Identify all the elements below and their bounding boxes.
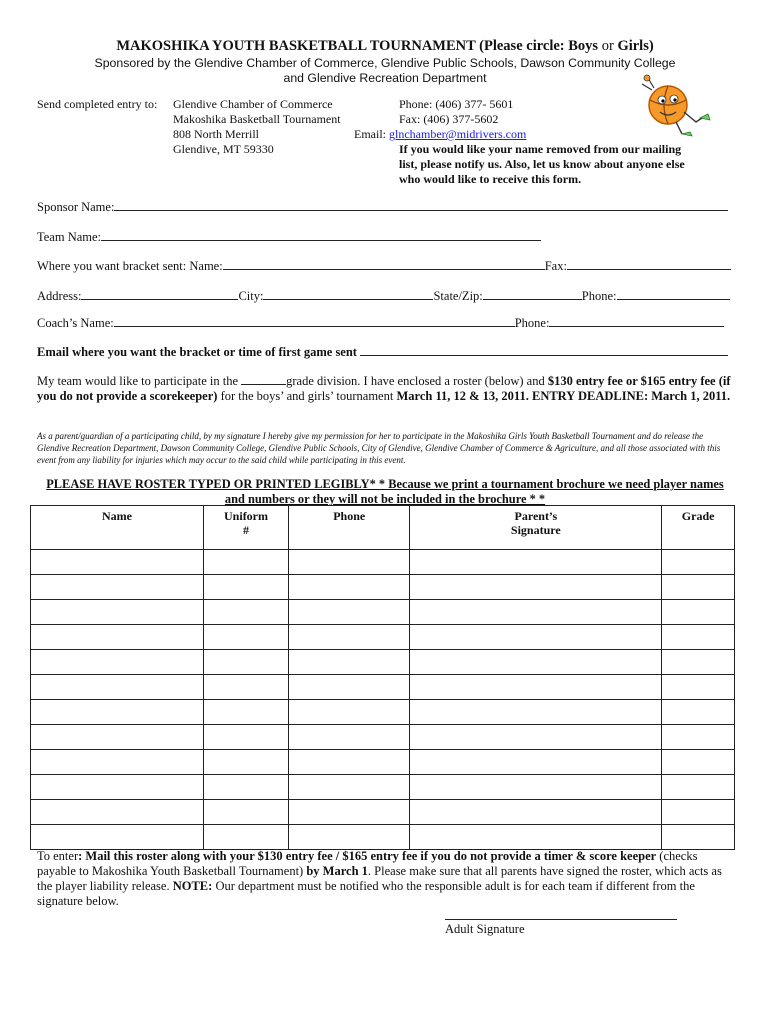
phone-label: Phone:	[581, 289, 617, 303]
cell-uniform[interactable]	[204, 625, 289, 650]
phone-blank[interactable]	[617, 288, 730, 300]
cell-parent-signature[interactable]	[410, 725, 662, 750]
cell-grade[interactable]	[662, 725, 735, 750]
participation-text: My team would like to participate in the	[37, 374, 238, 388]
cell-grade[interactable]	[662, 700, 735, 725]
roster-heading-line-2: and numbers or they will not be included in the brochure * *	[224, 492, 546, 506]
liability-release-text: As a parent/guardian of a participating child, by my signature I hereby give my permission for her to participate in the Makoshika Girls Youth Basketball Tournament and do release the Glendive Recreation Department, Dawson Community College, Glendive Public Schools, City of Glendive, Glendive Chamber of Commerce & Agriculture, and all those associated with this event from any liability for injuries which may occur to the said child while participating in this event.	[37, 431, 721, 465]
table-row	[31, 800, 735, 825]
page-title	[0, 38, 770, 55]
sponsor-line-2: and Glendive Recreation Department	[283, 71, 487, 85]
table-row	[31, 825, 735, 850]
city-blank[interactable]	[263, 288, 433, 300]
instructions-text: . Please make sure that all parents have signed the roster, which acts as the player liability release.	[37, 864, 722, 893]
cell-phone[interactable]	[289, 625, 410, 650]
roster-table	[30, 505, 735, 850]
address-line: Makoshika Basketball Tournament	[173, 112, 341, 126]
cell-phone[interactable]	[289, 550, 410, 575]
roster-header-row	[31, 506, 735, 550]
coach-phone-label: Phone:	[514, 316, 550, 330]
cell-phone[interactable]	[289, 650, 410, 675]
team-name-label: Team Name:	[37, 230, 102, 244]
cell-uniform[interactable]	[204, 775, 289, 800]
column-header-uniform: Uniform #	[204, 506, 289, 550]
bracket-name-field[interactable]	[37, 258, 731, 274]
cell-name[interactable]	[31, 825, 204, 850]
cell-uniform[interactable]	[204, 700, 289, 725]
table-row	[31, 775, 735, 800]
instructions-text: by March 1	[306, 864, 368, 878]
email-label: Email:	[354, 127, 386, 141]
cell-parent-signature[interactable]	[410, 675, 662, 700]
address-field[interactable]	[37, 288, 730, 304]
table-row	[31, 600, 735, 625]
email-row	[354, 127, 526, 142]
table-row	[31, 650, 735, 675]
title-or: or	[601, 38, 614, 54]
cell-uniform[interactable]	[204, 725, 289, 750]
column-header-grade: Grade	[662, 506, 735, 550]
bracket-name-label: Where you want bracket sent: Name:	[37, 259, 223, 273]
cell-grade[interactable]	[662, 750, 735, 775]
cell-parent-signature[interactable]	[410, 600, 662, 625]
cell-grade[interactable]	[662, 800, 735, 825]
cell-name[interactable]	[31, 725, 204, 750]
coach-name-blank[interactable]	[114, 315, 515, 327]
instructions-text: Our department must be notified who the responsible adult is for each team if different from the signature below.	[37, 879, 695, 908]
table-row	[31, 675, 735, 700]
cell-parent-signature[interactable]	[410, 750, 662, 775]
mailing-address	[173, 97, 341, 157]
cell-name[interactable]	[31, 625, 204, 650]
cell-grade[interactable]	[662, 650, 735, 675]
cell-grade[interactable]	[662, 825, 735, 850]
cell-uniform[interactable]	[204, 650, 289, 675]
basketball-mascot-icon	[630, 72, 720, 142]
address-blank[interactable]	[81, 288, 238, 300]
instructions-text: (checks payable to Makoshika Youth Basketball Tournament)	[37, 849, 698, 878]
cell-uniform[interactable]	[204, 825, 289, 850]
roster-heading	[35, 477, 735, 507]
cell-parent-signature[interactable]	[410, 575, 662, 600]
sponsor-name-label: Sponsor Name:	[37, 200, 115, 214]
column-header-phone: Phone	[289, 506, 410, 550]
mailing-list-notice: If you would like your name removed from our mailing list, please notify us. Also, let us know about anyone else who would like to receive this form.	[399, 142, 685, 186]
cell-phone[interactable]	[289, 750, 410, 775]
state-zip-blank[interactable]	[483, 288, 582, 300]
cell-name[interactable]	[31, 775, 204, 800]
cell-name[interactable]	[31, 700, 204, 725]
fax-blank[interactable]	[567, 258, 731, 270]
email-bracket-label: Email where you want the bracket or time of first game sent	[37, 345, 357, 359]
cell-uniform[interactable]	[204, 575, 289, 600]
email-bracket-blank[interactable]	[360, 344, 728, 356]
cell-phone[interactable]	[289, 800, 410, 825]
participation-text: grade division. I have enclosed a roster (below) and	[286, 374, 545, 388]
cell-phone[interactable]	[289, 725, 410, 750]
send-label: Send completed entry to:	[37, 97, 158, 111]
cell-grade[interactable]	[662, 675, 735, 700]
coach-name-field[interactable]	[37, 315, 724, 331]
table-row	[31, 550, 735, 575]
column-header-parent-signature: Parent’s Signature	[410, 506, 662, 550]
state-zip-label: State/Zip:	[433, 289, 483, 303]
cell-name[interactable]	[31, 750, 204, 775]
cell-parent-signature[interactable]	[410, 700, 662, 725]
instructions-text: To enter	[37, 849, 79, 863]
coach-phone-blank[interactable]	[549, 315, 724, 327]
phone-number: Phone: (406) 377- 5601	[399, 97, 514, 111]
roster-heading-line-1: PLEASE HAVE ROSTER TYPED OR PRINTED LEGIBLY* * Because we print a tournament brochure we need player names	[46, 477, 724, 491]
fax-number: Fax: (406) 377-5602	[399, 112, 499, 126]
team-name-blank[interactable]	[101, 229, 541, 241]
cell-grade[interactable]	[662, 775, 735, 800]
fax-label: Fax:	[544, 259, 567, 273]
address-line: Glendive, MT 59330	[173, 142, 274, 156]
column-header-name: Name	[31, 506, 204, 550]
sponsor-name-blank[interactable]	[114, 199, 728, 211]
cell-name[interactable]	[31, 600, 204, 625]
cell-name[interactable]	[31, 675, 204, 700]
cell-grade[interactable]	[662, 550, 735, 575]
title-girls: Girls)	[617, 38, 654, 54]
cell-uniform[interactable]	[204, 600, 289, 625]
signature-line[interactable]	[445, 918, 677, 920]
cell-parent-signature[interactable]	[410, 800, 662, 825]
entry-fee-text: $130 entry fee or $165 entry fee (if you do not provide a scorekeeper)	[37, 374, 731, 403]
sponsor-name-field[interactable]	[37, 199, 728, 215]
cell-phone[interactable]	[289, 825, 410, 850]
cell-grade[interactable]	[662, 625, 735, 650]
participation-text: for the boys’ and girls’ tournament	[220, 389, 394, 403]
signature-label: Adult Signature	[445, 922, 525, 936]
deadline-text: March 11, 12 & 13, 2011. ENTRY DEADLINE: March 1, 2011.	[396, 389, 731, 403]
cell-phone[interactable]	[289, 675, 410, 700]
cell-grade[interactable]	[662, 575, 735, 600]
table-row	[31, 625, 735, 650]
title-text: MAKOSHIKA YOUTH BASKETBALL TOURNAMENT (Please circle:	[116, 38, 565, 54]
instructions-text: : Mail this roster along with your $130 entry fee / $165 entry fee if you do not provide a timer & score keeper	[78, 849, 657, 863]
participation-paragraph	[37, 373, 732, 404]
coach-name-label: Coach’s Name:	[37, 316, 114, 330]
cell-uniform[interactable]	[204, 550, 289, 575]
cell-phone[interactable]	[289, 700, 410, 725]
table-row	[31, 725, 735, 750]
table-row	[31, 575, 735, 600]
cell-name[interactable]	[31, 550, 204, 575]
bracket-name-blank[interactable]	[223, 258, 545, 270]
cell-parent-signature[interactable]	[410, 775, 662, 800]
cell-uniform[interactable]	[204, 800, 289, 825]
cell-uniform[interactable]	[204, 750, 289, 775]
cell-phone[interactable]	[289, 775, 410, 800]
cell-name[interactable]	[31, 650, 204, 675]
sponsor-line-1: Sponsored by the Glendive Chamber of Commerce, Glendive Public Schools, Dawson Community College	[94, 56, 676, 70]
cell-parent-signature[interactable]	[410, 650, 662, 675]
entry-instructions	[37, 849, 727, 909]
cell-grade[interactable]	[662, 600, 735, 625]
cell-name[interactable]	[31, 800, 204, 825]
table-row	[31, 750, 735, 775]
cell-uniform[interactable]	[204, 675, 289, 700]
title-boys: Boys	[568, 38, 599, 54]
cell-parent-signature[interactable]	[410, 550, 662, 575]
cell-name[interactable]	[31, 575, 204, 600]
address-line: 808 North Merrill	[173, 127, 259, 141]
city-label: City:	[238, 289, 264, 303]
cell-phone[interactable]	[289, 600, 410, 625]
email-link[interactable]: glnchamber@midrivers.com	[389, 127, 527, 141]
address-label: Address:	[37, 289, 82, 303]
note-label: NOTE:	[172, 879, 213, 893]
cell-parent-signature[interactable]	[410, 825, 662, 850]
address-line: Glendive Chamber of Commerce	[173, 97, 333, 111]
team-name-field[interactable]	[37, 229, 541, 245]
cell-phone[interactable]	[289, 575, 410, 600]
email-bracket-field[interactable]	[37, 344, 728, 360]
cell-parent-signature[interactable]	[410, 625, 662, 650]
grade-division-blank[interactable]	[241, 373, 286, 385]
table-row	[31, 700, 735, 725]
